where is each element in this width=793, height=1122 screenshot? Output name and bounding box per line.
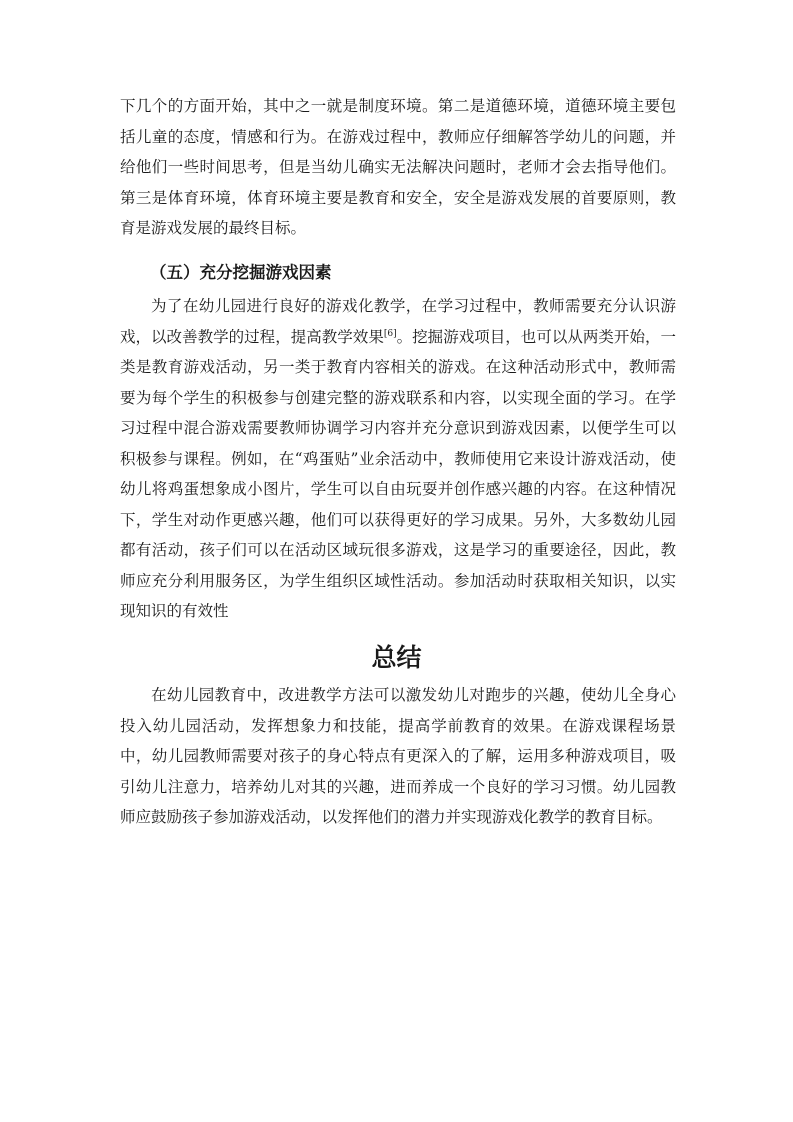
paragraph-game-factors-text-1: 为了在幼儿园进行良好的游戏化教学，在学习过程中，教师需要充分认识游戏，以改善教学的过程，提高教学效果 <box>120 297 676 346</box>
paragraph-environment: 下几个的方面开始，其中之一就是制度环境。第二是道德环境，道德环境主要包括儿童的态度，情感和行为。在游戏过程中，教师应仔细解答学幼儿的问题，并给他们一些时间思考，但是当幼儿确实无法解决问题时，老师才会去指导他们。第三是体育环境，体育环境主要是教育和安全，安全是游戏发展的首要原则，教育是游戏发展的最终目标。 <box>120 97 676 237</box>
paragraph-game-factors <box>120 291 676 627</box>
citation-6: [6] <box>383 328 397 339</box>
paragraph-game-factors-text-2: 。挖掘游戏项目，也可以从两类开始，一类是教育游戏活动，另一类于教育内容相关的游戏。在这种活动形式中，教师需要为每个学生的积极参与创建完整的游戏联系和内容，以实现全面的学习。在学习过程中混合游戏需要教师协调学习内容并充分意识到游戏因素，以便学生可以积极参与课程。例如，在“鸡蛋贴”业余活动中，教师使用它来设计游戏活动，使幼儿将鸡蛋想象成小图片，学生可以自由玩耍并创作感兴趣的内容。在这种情况下，学生对动作更感兴趣，他们可以获得更好的学习成果。另外，大多数幼儿园都有活动，孩子们可以在活动区域玩很多游戏，这是学习的重要途径，因此，教师应充分利用服务区，为学生组织区域性活动。参加活动时获取相关知识，以实现知识的有效性 <box>120 327 676 620</box>
summary-title: 总结 <box>371 643 422 672</box>
section-heading-game-factors: （五）充分挖掘游戏因素 <box>150 263 332 282</box>
paragraph-summary: 在幼儿园教育中，改进教学方法可以激发幼儿对跑步的兴趣，使幼儿全身心投入幼儿园活动，发挥想象力和技能，提高学前教育的效果。在游戏课程场景中，幼儿园教师需要对孩子的身心特点有更深入的了解，运用多种游戏项目，吸引幼儿注意力，培养幼儿对其的兴趣，进而养成一个良好的学习习惯。幼儿园教师应鼓励孩子参加游戏活动，以发挥他们的潜力并实现游戏化教学的教育目标。 <box>120 686 676 826</box>
